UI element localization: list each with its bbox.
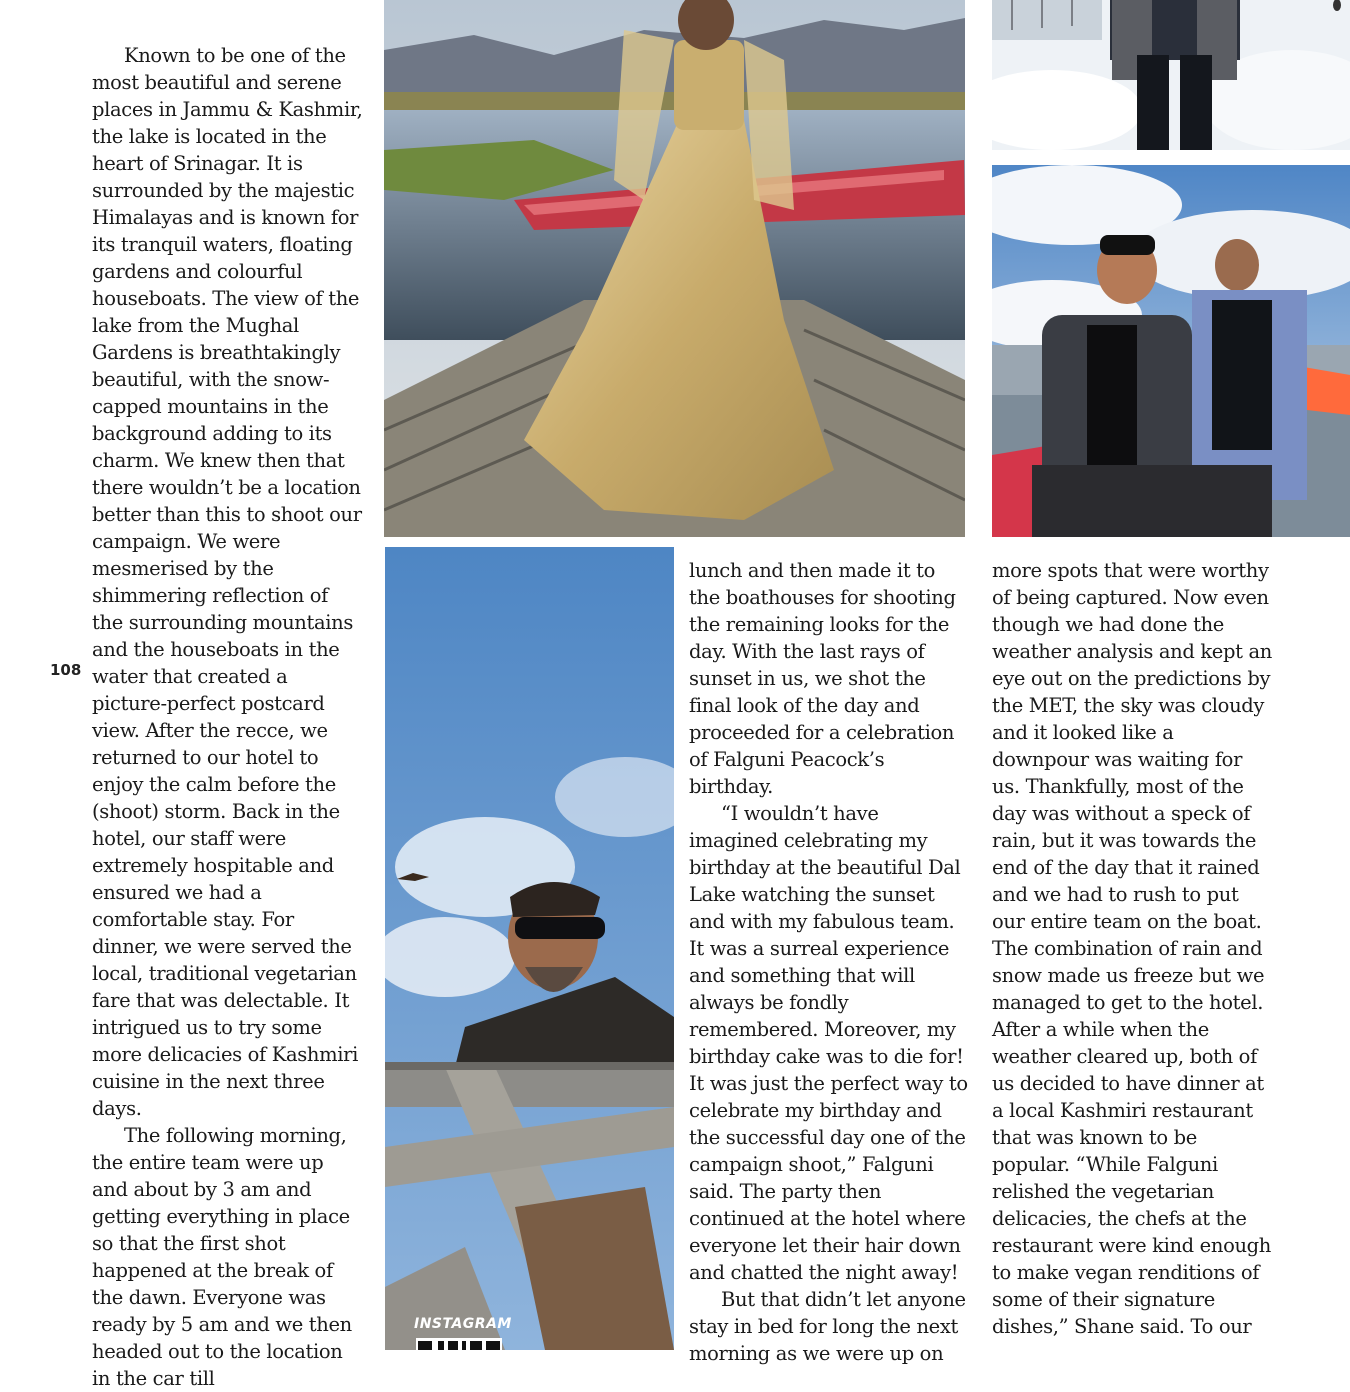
photo-man-on-wooden-deck	[385, 547, 674, 1350]
paragraph: more spots that were worthy of being captured. Now even though we had done the weather analysis and kept an eye out on the predictions by the MET, the sky was cloudy and it looked like a downpour was waiting for us. Thankfully, most of the day was without a speck of rain, but it was towards the end of the day that it rained and we had to rush to put our entire team on the boat. The combination of rain and snow made us freeze but we managed to get to the hotel. After a while when the weather cleared up, both of us decided to have dinner at a local Kashmiri restaurant that was known to be popular. “While Falguni relished the vegetarian delicacies, the chefs at the restaurant were kind enough to make vegan renditions of some of their signature dishes,” Shane said. To our	[992, 559, 1272, 1338]
paragraph: The following morning, the entire team were up and about by 3 am and getting everything in place so that the first shot happened at the break of the dawn. Everyone was ready by 5 am and we then headed out to the location in the car till	[92, 1124, 352, 1390]
paragraph: “I wouldn’t have imagined celebrating my birthday at the beautiful Dal Lake watching the sunset and with my fabulous team. It was a surreal experience and something that will always be fondly remembered. Moreover, my birthday cake was to die for! It was just the perfect way to celebrate my birthday and the successful day one of the campaign shoot,” Falguni said. The party then continued at the hotel where everyone let their hair down and chatted the night away!	[689, 802, 968, 1284]
instagram-label: INSTAGRAM	[414, 1316, 512, 1332]
snow-image	[992, 0, 1350, 150]
paragraph: Known to be one of the most beautiful and serene places in Jammu & Kashmir, the lake is located in the heart of Srinagar. It is surrounded by the majestic Himalayas and is known for its tranquil waters, floating gardens and colourful houseboats. The view of the lake from the Mughal Gardens is breathtakingly beautiful, with the snow-capped mountains in the background adding to its charm. We knew then that there wouldn’t be a location better than this to shoot our campaign. We were mesmerised by the shimmering reflection of the surrounding mountains and the houseboats in the water that created a picture-perfect postcard view. After the recce, we returned to our hotel to enjoy the calm before the (shoot) storm. Back in the hotel, our staff were extremely hospitable and ensured we had a comfortable stay. For dinner, we were served the local, traditional vegetarian fare that was delectable. It intrigued us to try some more delicacies of Kashmiri cuisine in the next three days.	[92, 44, 363, 1120]
sky-deck-image	[385, 547, 674, 1350]
photo-two-men-on-boat	[992, 165, 1350, 537]
article-column-1	[92, 42, 364, 1392]
qr-code-icon	[416, 1338, 502, 1350]
boat-duo-image	[992, 165, 1350, 537]
photo-man-in-snow	[992, 0, 1350, 150]
photo-woman-lehenga-on-boat	[384, 0, 965, 537]
paragraph: But that didn’t let anyone stay in bed for long the next morning as we were up on	[689, 1288, 966, 1365]
lake-boat-image	[384, 0, 965, 537]
page-number: 108	[50, 661, 82, 679]
article-column-3	[992, 557, 1274, 1340]
paragraph: lunch and then made it to the boathouses for shooting the remaining looks for the day. With the last rays of sunset in us, we shot the final look of the day and proceeded for a celebration of Falguni Peacock’s birthday.	[689, 559, 956, 798]
article-column-2	[689, 557, 969, 1367]
